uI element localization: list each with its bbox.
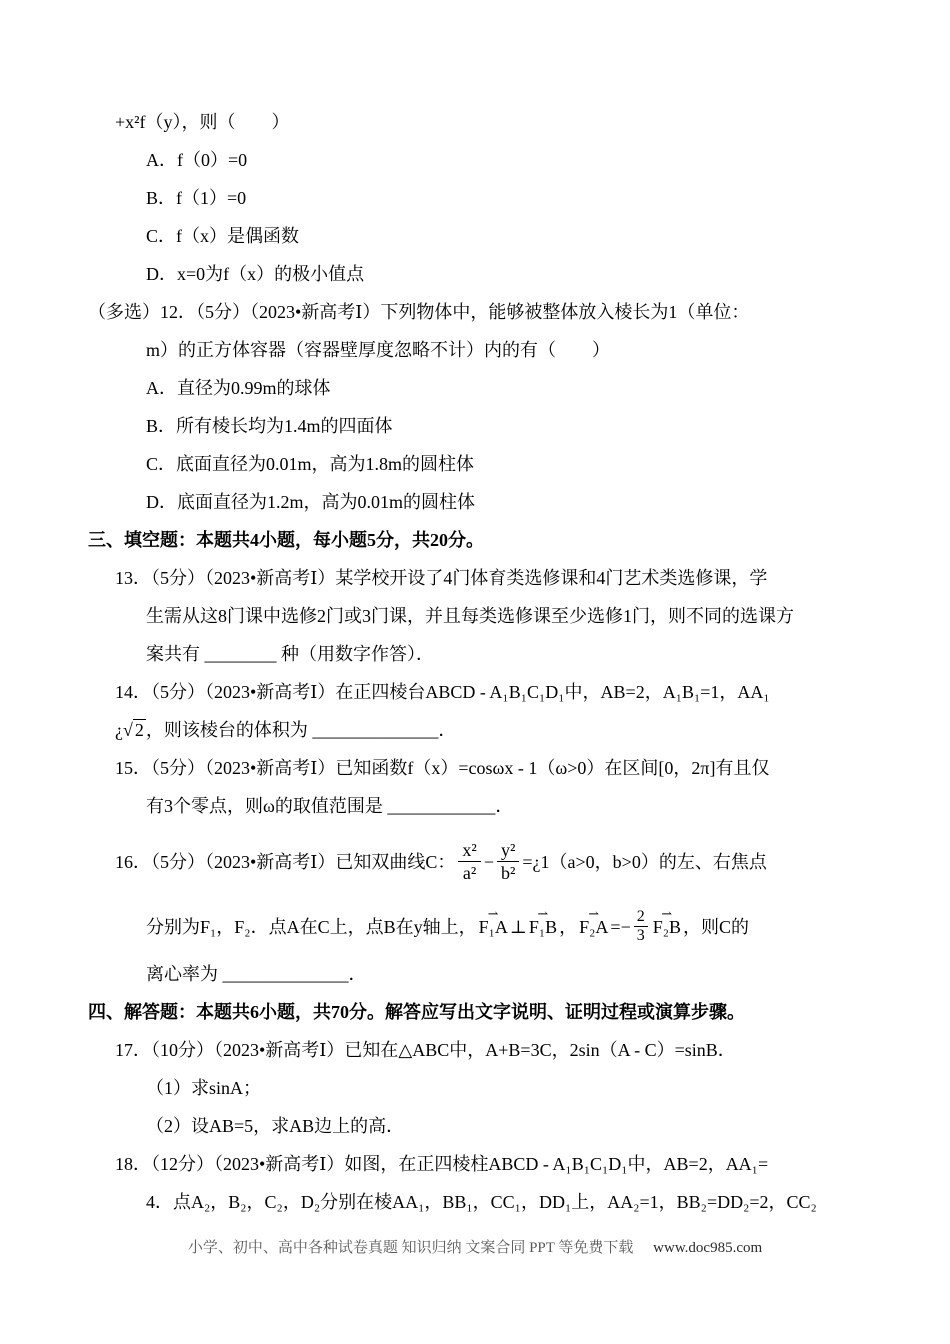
footer-site-url[interactable]: www.doc985.com	[653, 1240, 763, 1256]
q12-option-c: C．底面直径为0.01m，高为1.8m的圆柱体	[146, 454, 475, 474]
q13-line3-blank: 案共有 ________ 种（用数字作答）．	[146, 644, 434, 664]
q15-line2-blank: 有3个零点，则ω的取值范围是 ____________．	[146, 796, 514, 816]
fraction-numerator: x²	[458, 839, 480, 862]
fraction-numerator: y²	[497, 839, 519, 862]
q11-option-a: A．f（0）=0	[146, 150, 248, 170]
q11-option-c: C．f（x）是偶函数	[146, 226, 299, 246]
radical-sign: √	[123, 720, 133, 740]
equals-minus: =−	[610, 917, 631, 937]
q18-line1: 18．（12分）（2023•新高考Ⅰ）如图，在正四棱柱ABCD - A₁B₁C₁D₁中，AB=2，AA₁=	[115, 1154, 769, 1174]
q11-option-b: B．f（1）=0	[146, 188, 247, 208]
vector-arrow-icon: ⇀	[487, 906, 499, 921]
q14-line1: 14．（5分）（2023•新高考Ⅰ）在正四棱台ABCD - A₁B₁C₁D₁中，AB=2，A₁B₁=1，AA₁	[115, 682, 770, 702]
vector-f1a: ⇀ F₁A	[478, 906, 508, 937]
q16-line1-suffix: =¿1（a>0，b>0）的左、右焦点	[522, 852, 767, 872]
q16-line1	[88, 825, 900, 899]
q12-option-d: D．底面直径为1.2m，高为0.01m的圆柱体	[146, 492, 475, 512]
radicand: 2	[134, 720, 144, 740]
section-4-header: 四、解答题：本题共6小题，共70分。解答应写出文字说明、证明过程或演算步骤。	[88, 1002, 745, 1022]
q12-stem-line1: （多选）12．（5分）（2023•新高考Ⅰ）下列物体中，能够被整体放入棱长为1（单位：	[88, 302, 750, 322]
q16-line2-suffix: ，则C的	[683, 917, 750, 937]
fraction-2-3	[634, 908, 648, 945]
q16-line2-prefix: 分别为F₁，F₂．点A在C上，点B在y轴上，	[146, 917, 477, 937]
q17-line1: 17．（10分）（2023•新高考Ⅰ）已知在△ABC中，A+B=3C，2sin（A - C）=sinB．	[115, 1040, 736, 1060]
fraction-numerator: 2	[634, 908, 648, 927]
q11-stem-tail: +x²f（y），则（ ）	[115, 112, 290, 132]
q16-line3-blank: 离心率为 ______________．	[146, 964, 367, 984]
fraction-x2-a2	[458, 839, 480, 884]
q18-line2: 4．点A₂，B₂，C₂，D₂分别在棱AA₁，BB₁，CC₁，DD₁上，AA₂=1，BB₂=DD₂=2，CC₂	[146, 1192, 817, 1212]
section-3-header: 三、填空题：本题共4小题，每小题5分，共20分。	[88, 530, 484, 550]
q14-line2	[88, 711, 900, 749]
q12-option-b: B．所有棱长均为1.4m的四面体	[146, 416, 393, 436]
q16-line2	[88, 899, 900, 955]
fraction-y2-b2	[497, 839, 519, 884]
footer-promo-text: 小学、初中、高中各种试卷真题 知识归纳 文案合同 PPT 等免费下载	[187, 1240, 634, 1256]
q15-line1: 15．（5分）（2023•新高考Ⅰ）已知函数f（x）=cosωx - 1（ω>0）在区间[0，2π]有且仅	[115, 758, 770, 778]
q11-option-d: D．x=0为f（x）的极小值点	[146, 264, 365, 284]
q12-option-a: A．直径为0.99m的球体	[146, 378, 331, 398]
vector-arrow-icon: ⇀	[661, 906, 673, 921]
fraction-denominator: 3	[636, 927, 645, 945]
q16-line1-prefix: 16．（5分）（2023•新高考Ⅰ）已知双曲线C：	[115, 852, 456, 872]
vector-arrow-icon: ⇀	[588, 906, 600, 921]
q17-part2: （2）设AB=5，求AB边上的高．	[146, 1116, 405, 1136]
q13-line1: 13．（5分）（2023•新高考Ⅰ）某学校开设了4门体育类选修课和4门艺术类选修课，学	[115, 568, 768, 588]
minus-sign: −	[483, 852, 494, 872]
sqrt-radical	[123, 719, 146, 740]
vector-f2b: ⇀ F₂B	[652, 906, 682, 937]
fraction-denominator: a²	[462, 863, 477, 884]
vector-arrow-icon: ⇀	[537, 906, 549, 921]
fraction-denominator: b²	[500, 863, 516, 884]
comma: ，	[559, 917, 578, 937]
perpendicular-symbol: ⊥	[509, 917, 527, 937]
q14-line2-suffix: ，则该棱台的体积为 ______________．	[145, 720, 457, 740]
vector-f1b: ⇀ F₁B	[528, 906, 558, 937]
vector-f2a: ⇀ F₂A	[579, 906, 609, 937]
q17-part1: （1）求sinA；	[146, 1078, 262, 1098]
q12-stem-line2: m）的正方体容器（容器壁厚度忽略不计）内的有（ ）	[146, 340, 610, 360]
q13-line2: 生需从这8门课中选修2门或3门课，并且每类选修课至少选修1门，则不同的选课方	[146, 606, 794, 626]
q14-artifact: ¿	[115, 720, 123, 740]
page-footer	[0, 1236, 950, 1260]
